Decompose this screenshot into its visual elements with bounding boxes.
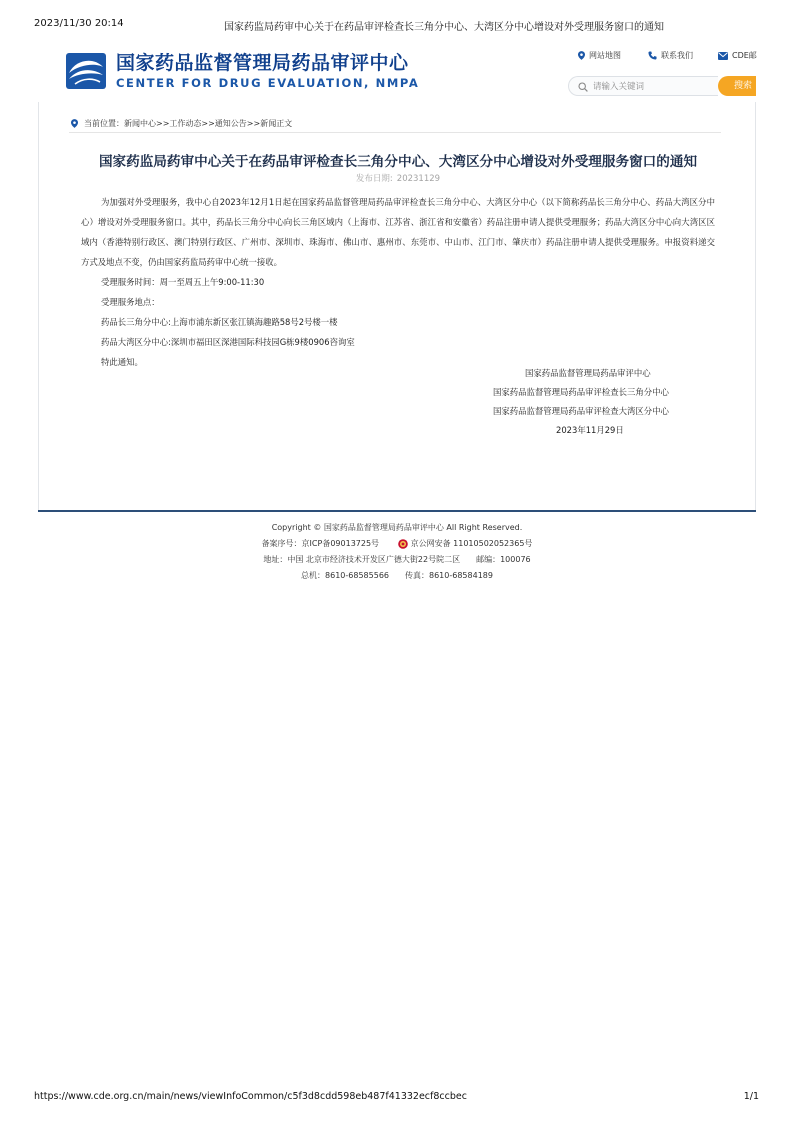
service-location-heading: 受理服务地点： (101, 297, 160, 307)
signature-date: 2023年11月29日 (556, 425, 624, 435)
cde-mail-label: CDE邮 (732, 51, 757, 60)
article-paragraph: 为加强对外受理服务，我中心自2023年12月1日起在国家药品监督管理局药品审评检查长三角分中心、大湾区分中心（以下简称药品长三角分中心、药品大湾区分中心）增设对外受理服务窗口。其中，药品长三角分中心向长三角区域内（上海市、江苏省、浙江省和安徽省）药品注册申请人提供受理服务；药品大湾区分中心向大湾区区域内（香港特别行政区、澳门特别行政区、广州市、深圳市、珠海市、佛山市、惠州市、东莞市、中山市、江门市、肇庆市）药品注册申请人提供受理服务。申报资料递交方式及地点不变，仍由国家药监局药审中心统一接收。 (81, 197, 715, 267)
publish-date-value: 20231129 (396, 174, 441, 184)
footer-fax: 传真：8610-68584189 (405, 571, 493, 580)
top-links (578, 50, 756, 64)
breadcrumb-divider (69, 132, 721, 133)
police-record[interactable] (398, 536, 533, 552)
content-bottom-rule (38, 510, 756, 512)
publish-date-label: 发布日期: (355, 174, 393, 184)
breadcrumb-label: 当前位置： (84, 119, 124, 128)
footer-phone: 总机：8610-68585566 (301, 571, 389, 580)
location-pin-icon (578, 51, 585, 60)
article-body (81, 192, 715, 372)
search-button[interactable]: 搜索 (718, 76, 756, 96)
print-url: https://www.cde.org.cn/main/news/viewInfoCommon/c5f3d8cdd598eb487f41332ecf8ccbec (34, 1091, 467, 1102)
signature-gba-center: 国家药品监督管理局药品审评检查大湾区分中心 (493, 406, 669, 416)
footer-postcode: 邮编：100076 (476, 555, 531, 564)
footer-phone-line (38, 568, 756, 584)
signature-cde: 国家药品监督管理局药品审评中心 (525, 368, 651, 378)
site-name-cn: 国家药品监督管理局药品审评中心 (116, 52, 409, 74)
footer-address-line (38, 552, 756, 568)
police-badge-icon (398, 539, 408, 549)
breadcrumb-path[interactable]: 新闻中心>>工作动态>>通知公告>>新闻正文 (124, 119, 293, 128)
closing-remark: 特此通知。 (101, 357, 143, 367)
icp-link[interactable]: 备案序号：京ICP备09013725号 (261, 539, 380, 548)
sitemap-label: 网站地图 (589, 51, 621, 60)
nmpa-logo-icon (66, 53, 106, 89)
location-pin-icon (71, 119, 78, 128)
footer-registration (38, 536, 756, 552)
yrd-center-address: 药品长三角分中心:上海市浦东新区张江镇海趣路58号2号楼一楼 (101, 317, 338, 327)
article-title: 国家药监局药审中心关于在药品审评检查长三角分中心、大湾区分中心增设对外受理服务窗口的通知 (98, 154, 698, 170)
print-timestamp: 2023/11/30 20:14 (34, 18, 124, 29)
print-page-number: 1/1 (743, 1091, 759, 1102)
service-time: 受理服务时间：周一至周五上午9:00-11:30 (101, 277, 265, 287)
contact-label: 联系我们 (661, 51, 693, 60)
mail-icon (718, 52, 728, 60)
footer-copyright: Copyright © 国家药品监督管理局药品审评中心 All Right Reserved. (271, 523, 523, 532)
signature-yrd-center: 国家药品监督管理局药品审评检查长三角分中心 (493, 387, 669, 397)
search-icon (578, 82, 588, 92)
search-input[interactable] (593, 80, 713, 93)
site-name-en: CENTER FOR DRUG EVALUATION, NMPA (116, 76, 420, 90)
contact-link[interactable] (648, 50, 693, 61)
publish-date (39, 172, 757, 184)
breadcrumb (71, 118, 292, 129)
cde-mail-link[interactable] (718, 50, 757, 61)
print-header (34, 18, 759, 32)
article-container (38, 102, 756, 511)
site-header (38, 38, 756, 100)
gba-center-address: 药品大湾区分中心:深圳市福田区深港国际科技园G栋9楼0906咨询室 (101, 337, 355, 347)
signature-block (459, 364, 759, 440)
police-record-text: 京公网安备 11010502052365号 (410, 539, 533, 548)
print-page-title: 国家药监局药审中心关于在药品审评检查长三角分中心、大湾区分中心增设对外受理服务窗口的通知 (224, 22, 664, 33)
print-footer (34, 1091, 759, 1105)
site-footer (38, 520, 756, 584)
search-box (568, 76, 718, 96)
phone-icon (648, 51, 657, 60)
footer-address: 地址：中国 北京市经济技术开发区广德大街22号院二区 (263, 555, 461, 564)
sitemap-link[interactable] (578, 50, 621, 61)
